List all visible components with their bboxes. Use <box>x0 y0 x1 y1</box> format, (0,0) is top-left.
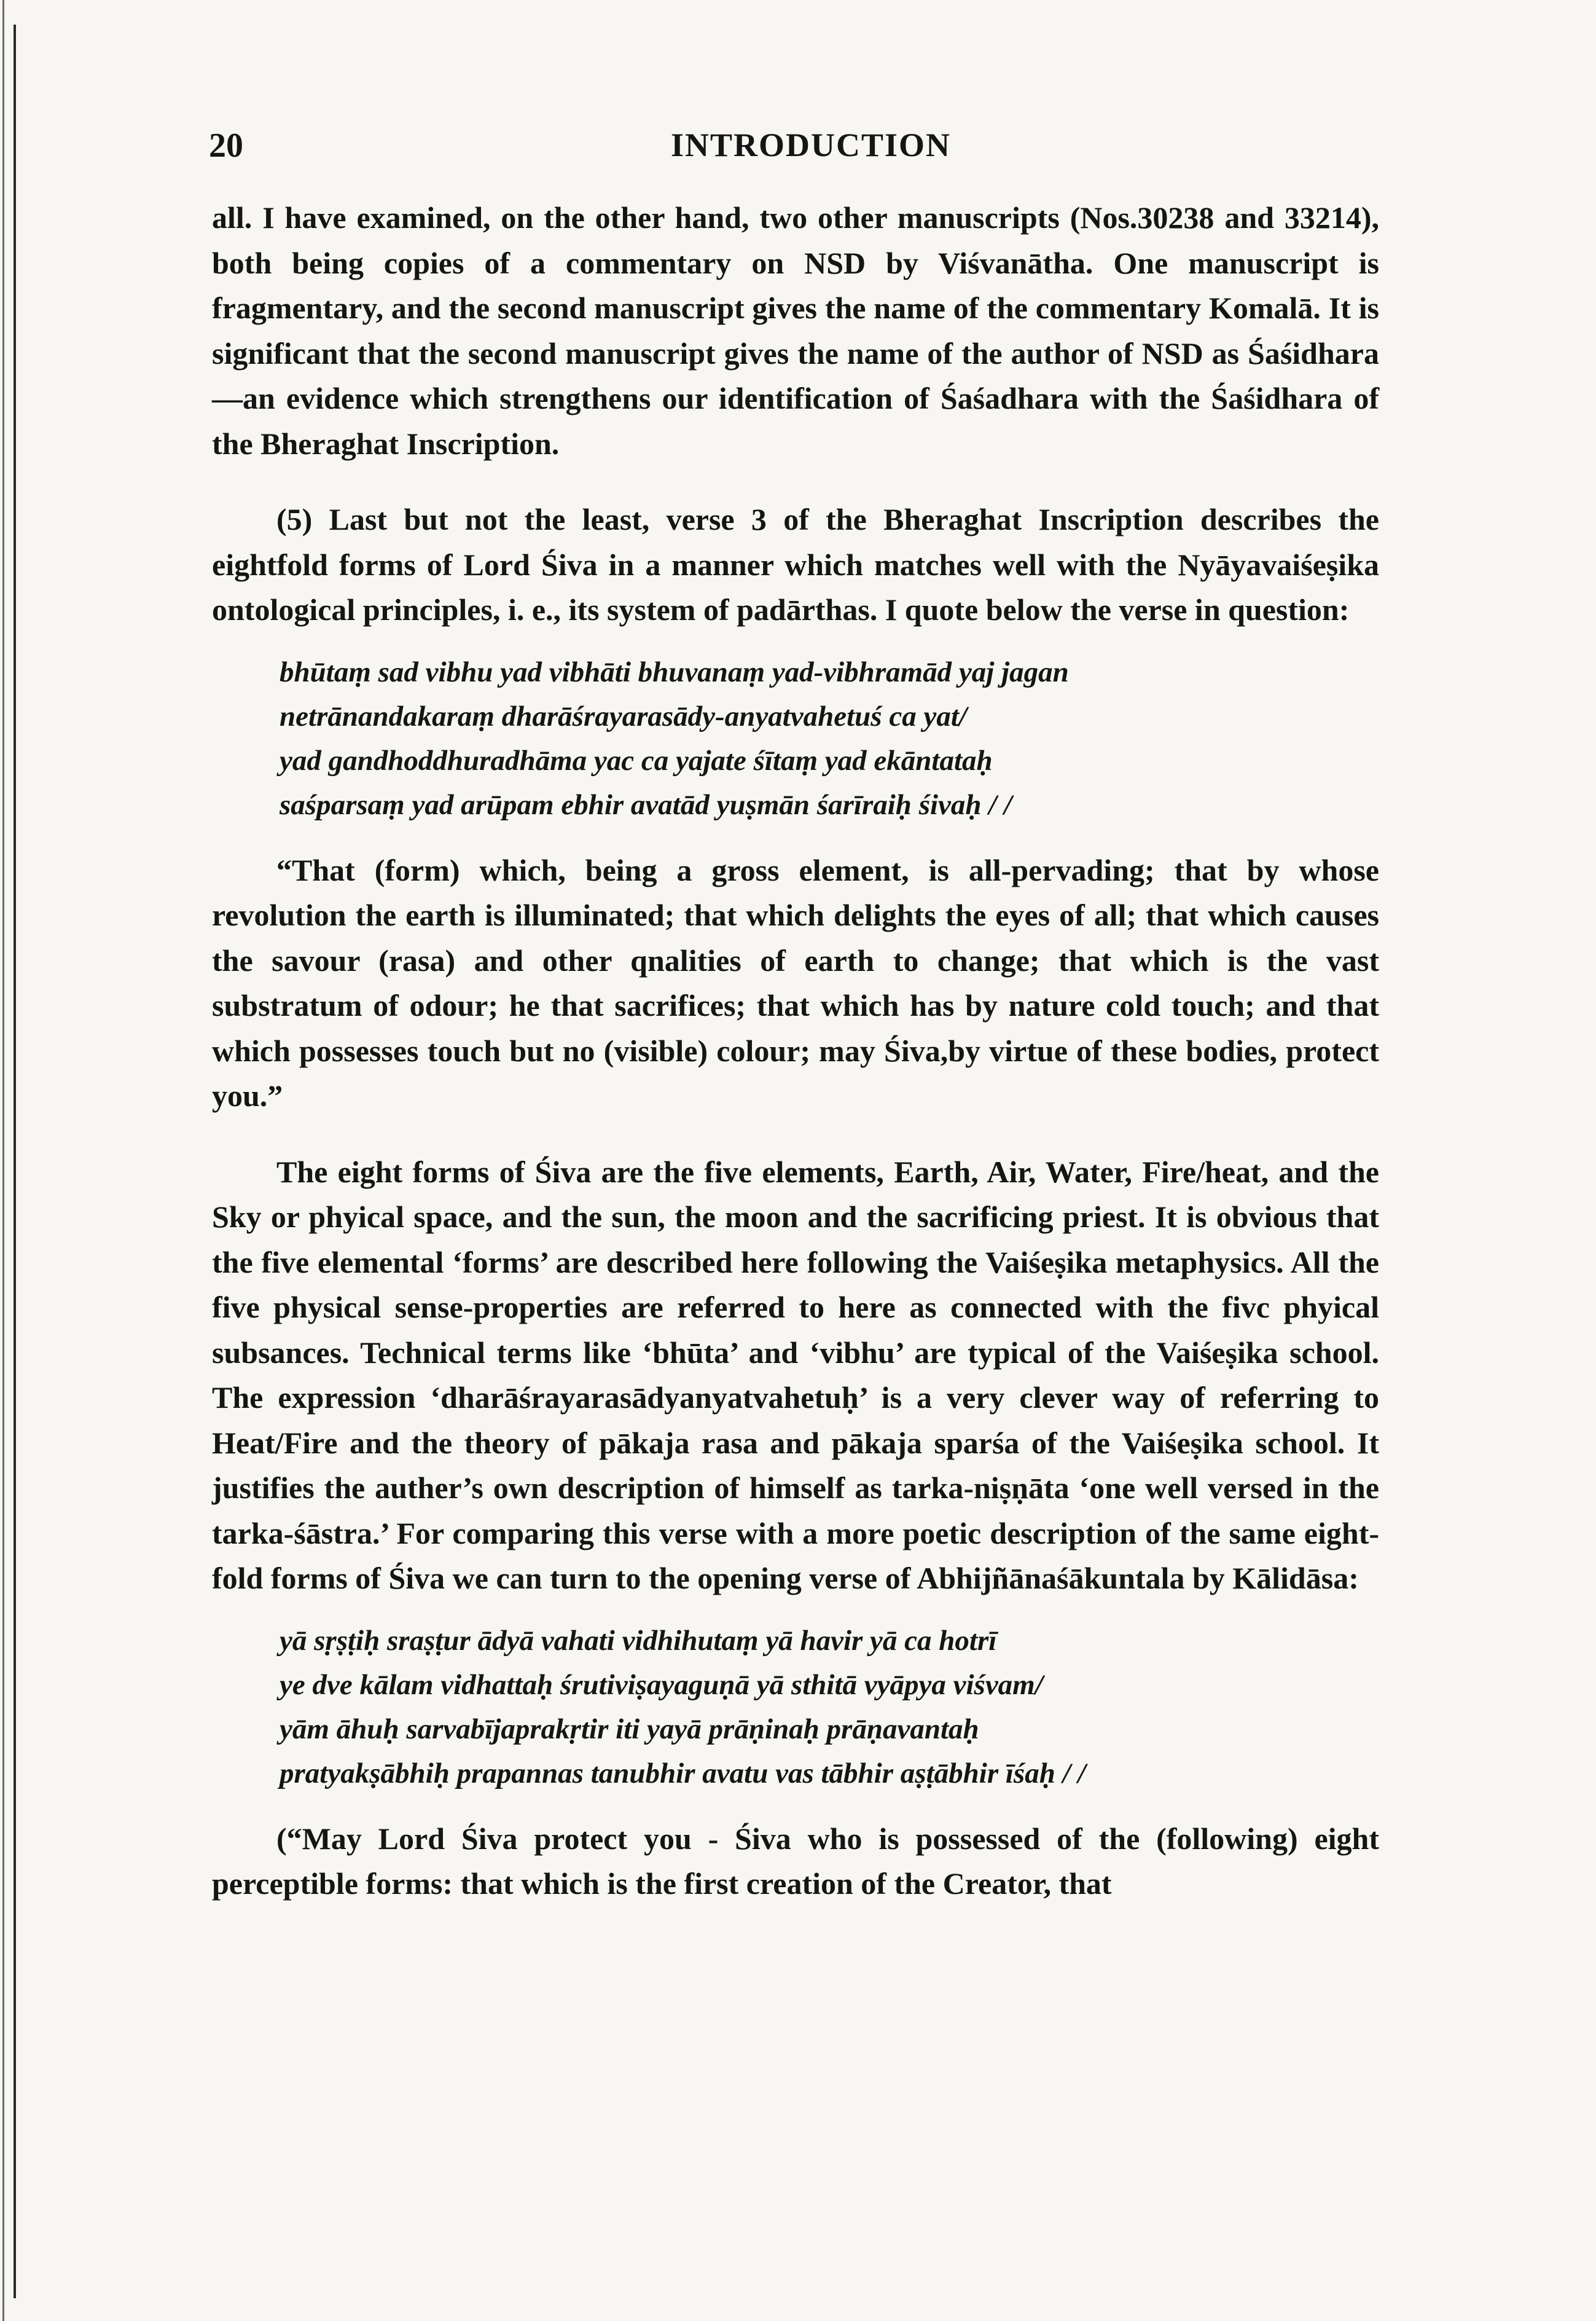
paragraph-3: “That (form) which, being a gross element, is all-pervading; that by whose revolution the earth is illuminated; that which delights the eyes of all; that which causes the savour (rasa) and other qnalities of earth to change; that which is the vast substratum of odour; he that sacrifices; that which has by nature cold touch; and that which possesses touch but no (visible) colour; may Śiva,by virtue of these bodies, protect you.” <box>212 852 1379 1113</box>
verse-line: saśparsaṃ yad arūpam ebhir avatād yuṣmān śarīraiḥ śivaḥ / / <box>280 788 1012 821</box>
page-body <box>212 195 1379 1907</box>
page-gutter-line <box>14 25 16 2298</box>
verse-line: yām āhuḥ sarvabījaprakṛtir iti yayā prāṇinaḥ prāṇavantaḥ <box>280 1713 979 1745</box>
verse-line: netrānandakaraṃ dharāśrayarasādy-anyatvahetuś ca yat/ <box>280 700 967 732</box>
scan-edge-line <box>2 0 4 2321</box>
paragraph-5: (“May Lord Śiva protect you - Śiva who is possessed of the (following) eight perceptible forms: that which is the first creation of the Creator, that <box>212 1821 1379 1901</box>
sanskrit-verse-1 <box>280 650 1379 827</box>
sanskrit-verse-2 <box>280 1619 1379 1796</box>
page-number: 20 <box>209 127 243 165</box>
verse-line: yā sṛṣṭiḥ sraṣṭur ādyā vahati vidhihutaṃ yā havir yā ca hotrī <box>280 1624 997 1657</box>
paragraph-2: (5) Last but not the least, verse 3 of the Bheraghat Inscription describes the eightfold forms of Lord Śiva in a manner which matches well with the Nyāyavaiśeṣika ontological principles, i. e., its system of padārthas. I quote below the verse in question: <box>212 502 1379 627</box>
verse-line: yad gandhoddhuradhāma yac ca yajate śītaṃ yad ekāntataḥ <box>280 744 993 777</box>
verse-line: pratyakṣābhiḥ prapannas tanubhir avatu vas tābhir aṣṭābhir īśaḥ / / <box>280 1757 1086 1789</box>
paragraph-1: all. I have examined, on the other hand, two other manuscripts (Nos.30238 and 33214), both being copies of a commentary on NSD by Viśvanātha. One manuscript is fragmentary, and the second manuscript gives the name of the commentary Komalā. It is significant that the second manuscript gives the name of the author of NSD as Śaśidhara—an evidence which strengthens our identification of Śaśadhara with the Śaśidhara of the Bheraghat Inscription. <box>212 200 1379 461</box>
page-header <box>209 126 1413 175</box>
running-head: INTRODUCTION <box>670 127 952 163</box>
verse-line: bhūtaṃ sad vibhu yad vibhāti bhuvanaṃ yad-vibhramād yaj jagan <box>280 656 1069 688</box>
paragraph-4: The eight forms of Śiva are the five elements, Earth, Air, Water, Fire/heat, and the Sky or phyical space, and the sun, the moon and the sacrificing priest. It is obvious that the five elemental ‘forms’ are described here following the Vaiśeṣika metaphysics. All the five physical sense-properties are referred to here as connected with the fivc phyical subsances. Technical terms like ‘bhūta’ and ‘vibhu’ are typical of the Vaiśeṣika school. The expression ‘dharāśrayarasādyanyatvahetuḥ’ is a very clever way of referring to Heat/Fire and the theory of pākaja rasa and pākaja sparśa of the Vaiśeṣika school. It justifies the auther’s own description of himself as tarka-niṣṇāta ‘one well versed in the tarka-śāstra.’ For comparing this verse with a more poetic description of the same eight-fold forms of Śiva we can turn to the opening verse of Abhijñānaśākuntala by Kālidāsa: <box>212 1154 1379 1595</box>
verse-line: ye dve kālam vidhattaḥ śrutiviṣayaguṇā yā sthitā vyāpya viśvam/ <box>280 1668 1043 1701</box>
